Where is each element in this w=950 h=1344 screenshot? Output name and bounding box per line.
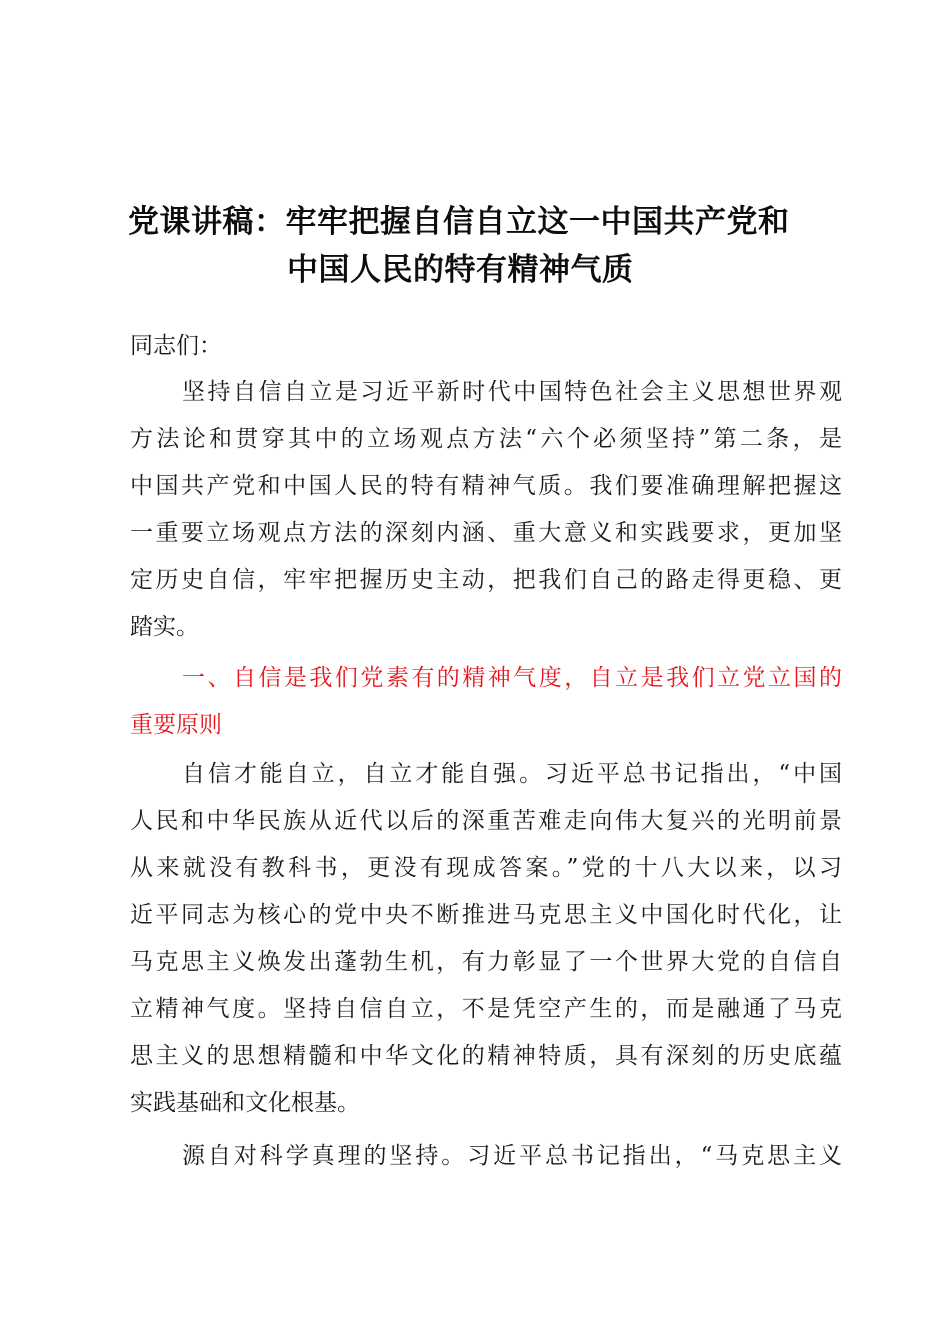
paragraph-1-line-1: 坚持自信自立是习近平新时代中国特色社会主义思想世界观	[182, 379, 842, 405]
document-title-line-1: 党课讲稿：牢牢把握自信自立这一中国共产党和	[128, 204, 790, 240]
paragraph-2-line-5: 马克思主义焕发出蓬勃生机，有力彰显了一个世界大党的自信自	[130, 949, 842, 975]
paragraph-3-line-1: 源自对科学真理的坚持。习近平总书记指出，“马克思主义	[182, 1143, 842, 1169]
paragraph-1-line-2: 方法论和贯穿其中的立场观点方法“六个必须坚持”第二条，是	[130, 426, 842, 452]
paragraph-1-line-5: 定历史自信，牢牢把握历史主动，把我们自己的路走得更稳、更	[130, 567, 842, 593]
paragraph-2-line-6: 立精神气度。坚持自信自立，不是凭空产生的，而是融通了马克	[130, 996, 842, 1022]
paragraph-1-line-6: 踏实。	[130, 614, 199, 640]
paragraph-2-line-1: 自信才能自立，自立才能自强。习近平总书记指出，“中国	[182, 761, 842, 787]
section-heading-1-line-1: 一、自信是我们党素有的精神气度，自立是我们立党立国的	[182, 665, 842, 691]
paragraph-1-line-4: 一重要立场观点方法的深刻内涵、重大意义和实践要求，更加坚	[130, 520, 842, 546]
paragraph-2-line-4: 近平同志为核心的党中央不断推进马克思主义中国化时代化，让	[130, 902, 842, 928]
paragraph-2-line-7: 思主义的思想精髓和中华文化的精神特质，具有深刻的历史底蕴	[130, 1043, 842, 1069]
section-heading-1-line-2: 重要原则	[130, 712, 222, 738]
paragraph-2-line-8: 实践基础和文化根基。	[130, 1090, 360, 1116]
paragraph-2-line-2: 人民和中华民族从近代以后的深重苦难走向伟大复兴的光明前景	[130, 808, 842, 834]
salutation: 同志们：	[130, 333, 222, 359]
document-title-line-2: 中国人民的特有精神气质	[287, 252, 634, 288]
paragraph-2-line-3: 从来就没有教科书，更没有现成答案。”党的十八大以来，以习	[130, 855, 842, 881]
paragraph-1-line-3: 中国共产党和中国人民的特有精神气质。我们要准确理解把握这	[130, 473, 842, 499]
